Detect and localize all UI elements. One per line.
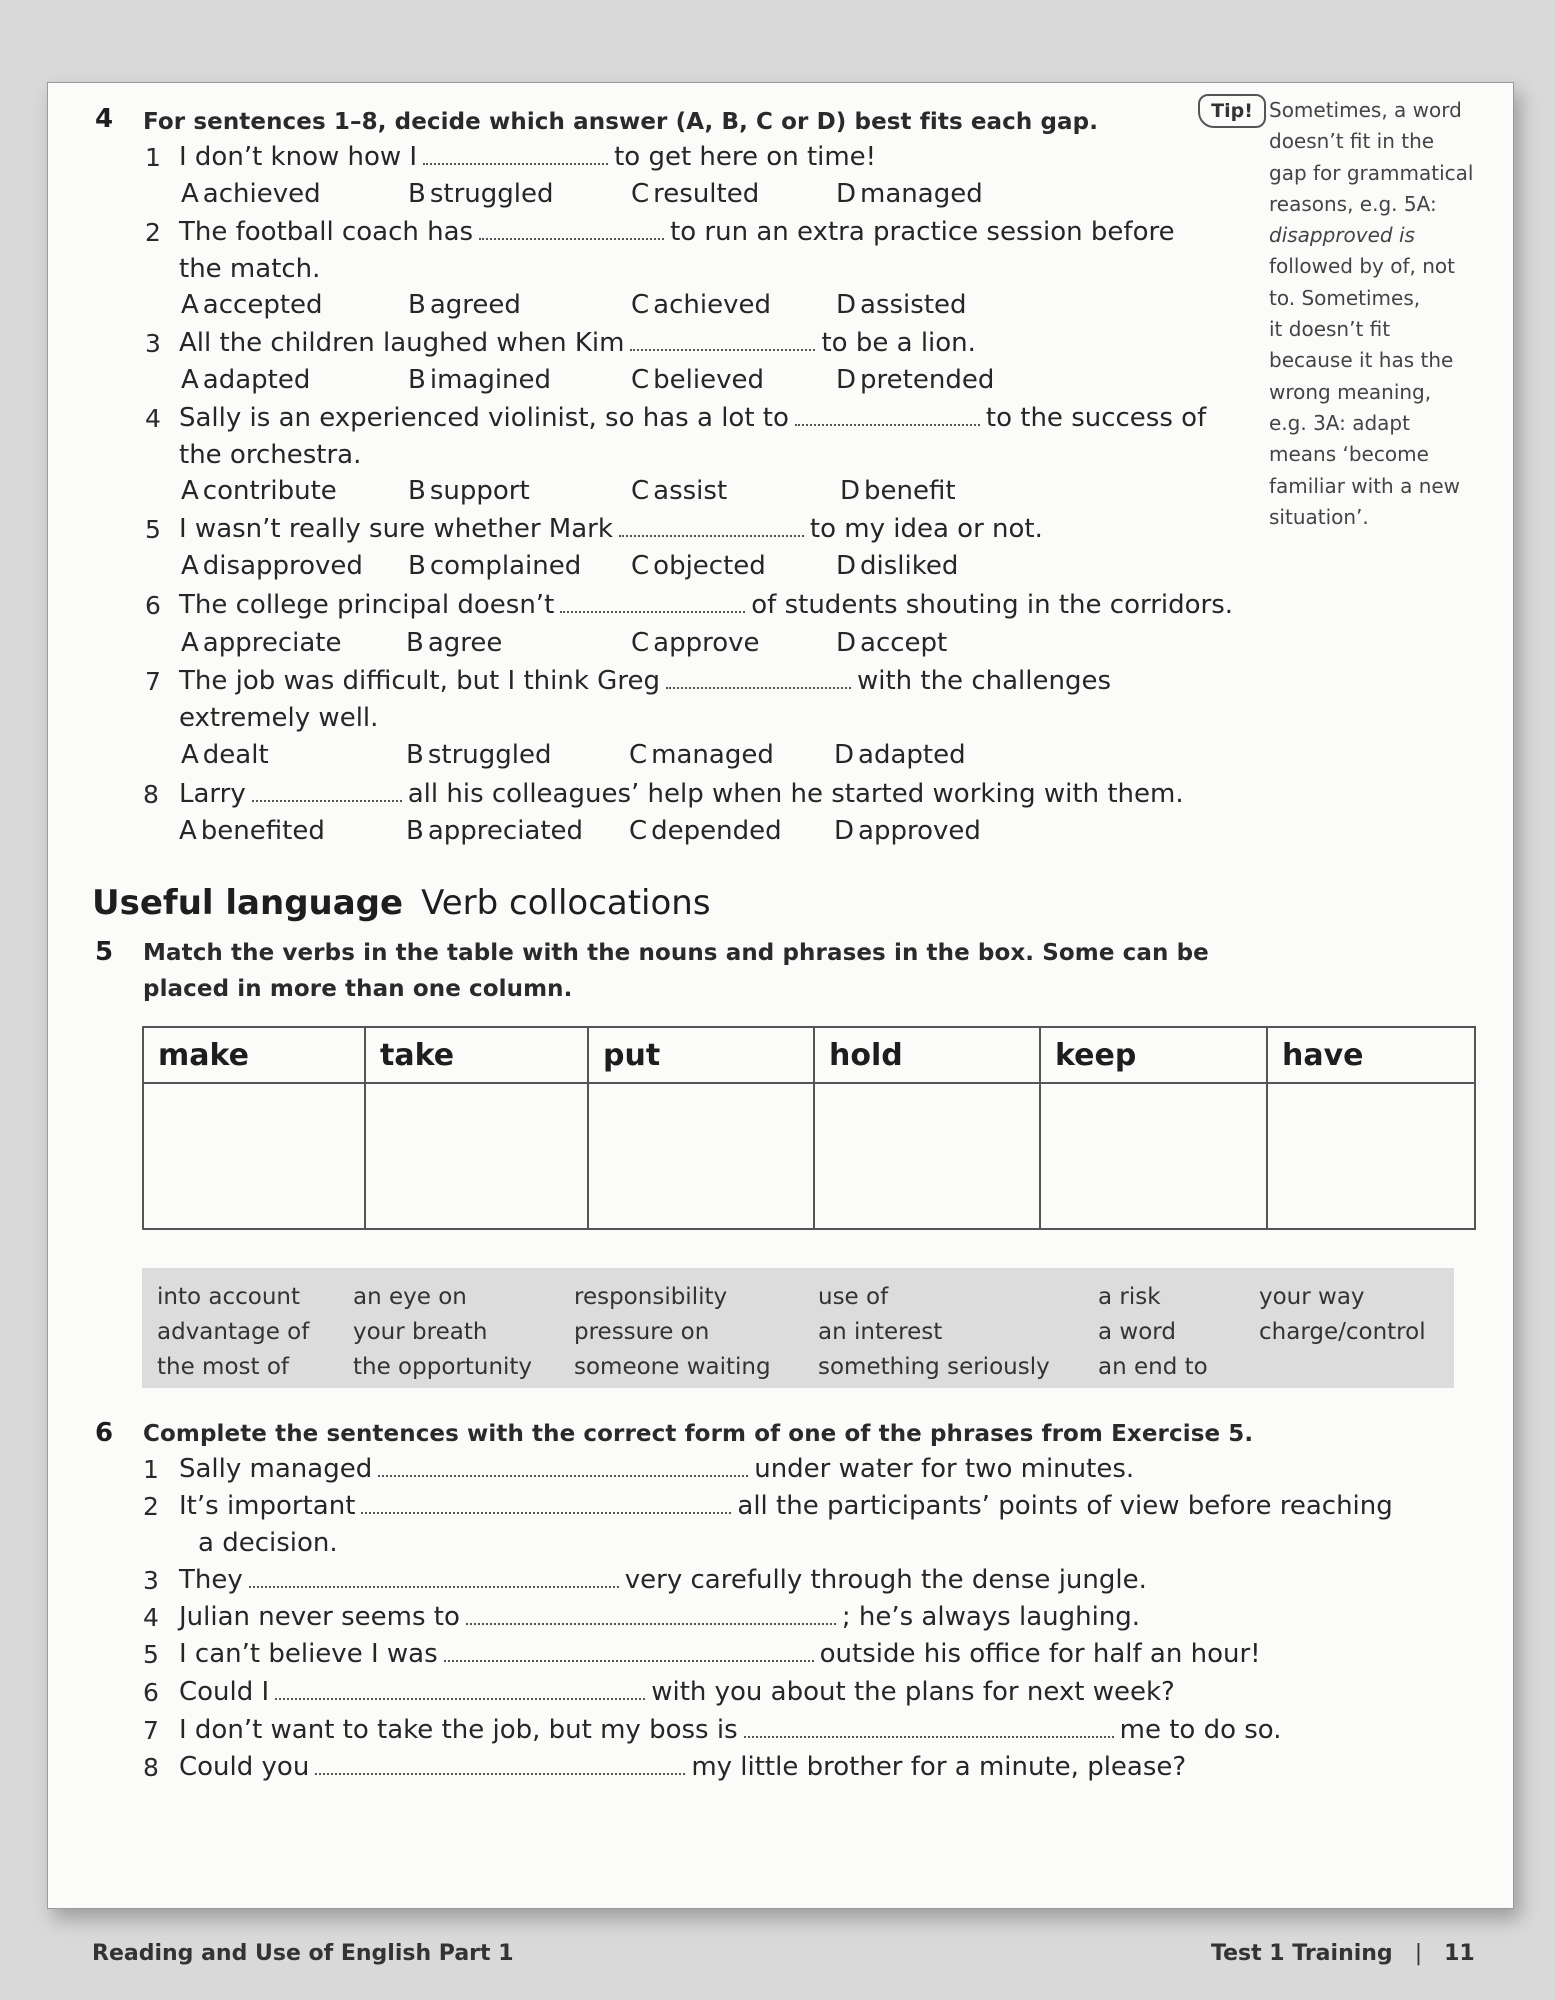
- phrase-column: a risk a word an end to: [1098, 1284, 1208, 1380]
- section-heading: [92, 883, 711, 923]
- option-c[interactable]: C managed: [629, 740, 774, 770]
- phrase-column: an eye on your breath the opportunity: [353, 1284, 533, 1380]
- option-b[interactable]: B agree: [406, 628, 503, 658]
- answer-cell[interactable]: [588, 1083, 814, 1229]
- option-d[interactable]: D benefit: [840, 476, 956, 506]
- option-c[interactable]: C objected: [631, 551, 766, 581]
- answer-gap[interactable]: [361, 1498, 731, 1514]
- answer-cell[interactable]: [143, 1083, 365, 1229]
- question-text-continued: extremely well.: [179, 703, 379, 733]
- option-a[interactable]: A benefited: [179, 816, 325, 846]
- option-d[interactable]: D assisted: [836, 290, 967, 320]
- collocation-table: [142, 1026, 1476, 1230]
- option-c[interactable]: C depended: [629, 816, 782, 846]
- option-d[interactable]: D approved: [834, 816, 981, 846]
- exercise-5-instruction-line-1: Match the verbs in the table with the nouns and phrases in the box. Some can be: [143, 940, 1209, 966]
- sentence-number: 3: [143, 1566, 159, 1595]
- answer-gap[interactable]: [744, 1722, 1114, 1738]
- sentence-text-continued: a decision.: [198, 1528, 338, 1558]
- option-d[interactable]: D adapted: [834, 740, 966, 770]
- option-a[interactable]: A disapproved: [181, 551, 363, 581]
- phrase-column: use of an interest something seriously: [818, 1284, 1050, 1380]
- sentence-text: Could I with you about the plans for next week?: [179, 1677, 1175, 1707]
- exercise-4-number: 4: [95, 104, 114, 134]
- answer-gap[interactable]: [444, 1646, 814, 1662]
- question-text: All the children laughed when Kim to be a lion.: [179, 328, 976, 358]
- option-c[interactable]: C approve: [631, 628, 760, 658]
- option-a[interactable]: A contribute: [181, 476, 337, 506]
- option-c[interactable]: C believed: [631, 365, 764, 395]
- tip-text: Sometimes, a word doesn’t fit in the gap for grammatical reasons, e.g. 5A: disapproved is followed by of, not to. Sometimes, it doesn’t fit because it has the wrong meaning, e.g. 3A: adapt means ‘become familiar with a new situation’.: [1269, 98, 1474, 529]
- option-b[interactable]: B agreed: [408, 290, 521, 320]
- sentence-number: 6: [143, 1678, 159, 1707]
- option-a[interactable]: A adapted: [181, 365, 311, 395]
- option-d[interactable]: D disliked: [836, 551, 959, 581]
- sentence-number: 2: [143, 1492, 159, 1521]
- option-d[interactable]: D pretended: [836, 365, 995, 395]
- footer-right: [1211, 1941, 1475, 1966]
- question-number: 4: [145, 404, 161, 433]
- column-header: put: [588, 1027, 814, 1083]
- sentence-text: They very carefully through the dense jungle.: [179, 1565, 1147, 1595]
- option-b[interactable]: B struggled: [408, 179, 554, 209]
- option-d[interactable]: D managed: [836, 179, 983, 209]
- option-b[interactable]: B struggled: [406, 740, 552, 770]
- sentence-number: 4: [143, 1603, 159, 1632]
- sentence-text: Julian never seems to ; he’s always laughing.: [179, 1602, 1141, 1632]
- answer-cell[interactable]: [1040, 1083, 1267, 1229]
- sentence-number: 7: [143, 1716, 159, 1745]
- answer-gap[interactable]: [466, 1609, 836, 1625]
- phrase-box: [142, 1268, 1454, 1388]
- question-number: 5: [145, 515, 161, 544]
- option-a[interactable]: A achieved: [181, 179, 321, 209]
- question-number: 3: [145, 329, 161, 358]
- option-b[interactable]: B appreciated: [406, 816, 584, 846]
- question-text: The college principal doesn’t of students shouting in the corridors.: [179, 590, 1234, 620]
- section-heading-bold: Useful language: [92, 883, 404, 923]
- question-text: I don’t know how I to get here on time!: [179, 142, 877, 172]
- phrase-column: your way charge/control: [1259, 1284, 1426, 1345]
- answer-gap[interactable]: [630, 335, 815, 351]
- sentence-text: I don’t want to take the job, but my boss is me to do so.: [179, 1715, 1282, 1745]
- answer-gap[interactable]: [560, 597, 745, 613]
- answer-cell[interactable]: [814, 1083, 1040, 1229]
- option-d[interactable]: D accept: [836, 628, 948, 658]
- column-header: hold: [814, 1027, 1040, 1083]
- tip-badge: Tip!: [1198, 94, 1266, 128]
- answer-gap[interactable]: [619, 521, 804, 537]
- option-a[interactable]: A appreciate: [181, 628, 342, 658]
- exercise-5-instruction-line-2: placed in more than one column.: [143, 976, 573, 1002]
- column-header: take: [365, 1027, 588, 1083]
- option-b[interactable]: B imagined: [408, 365, 552, 395]
- column-header: make: [143, 1027, 365, 1083]
- sentence-number: 1: [143, 1455, 159, 1484]
- answer-gap[interactable]: [315, 1759, 685, 1775]
- question-text: The football coach has to run an extra practice session before: [179, 217, 1175, 247]
- answer-cell[interactable]: [1267, 1083, 1475, 1229]
- exercise-5-number: 5: [95, 937, 114, 967]
- answer-gap[interactable]: [275, 1684, 645, 1700]
- answer-gap[interactable]: [252, 786, 402, 802]
- question-text: I wasn’t really sure whether Mark to my idea or not.: [179, 514, 1043, 544]
- question-number: 2: [145, 218, 161, 247]
- phrase-column: responsibility pressure on someone waiting: [574, 1284, 771, 1380]
- sentence-text: Could you my little brother for a minute, please?: [179, 1752, 1187, 1782]
- question-number: 8: [143, 780, 159, 809]
- question-number: 6: [145, 591, 161, 620]
- exercise-6-instruction: Complete the sentences with the correct form of one of the phrases from Exercise 5.: [143, 1421, 1254, 1447]
- option-c[interactable]: C resulted: [631, 179, 760, 209]
- answer-gap[interactable]: [249, 1572, 619, 1588]
- sentence-number: 8: [143, 1753, 159, 1782]
- answer-gap[interactable]: [795, 410, 980, 426]
- question-number: 7: [145, 667, 161, 696]
- exercise-6-number: 6: [95, 1418, 114, 1448]
- footer-divider: |: [1414, 1941, 1423, 1966]
- question-text-continued: the match.: [179, 254, 321, 284]
- answer-cell[interactable]: [365, 1083, 588, 1229]
- exercise-4-instruction: For sentences 1–8, decide which answer (A, B, C or D) best fits each gap.: [143, 109, 1099, 135]
- question-number: 1: [145, 143, 161, 172]
- page-number: 11: [1444, 1941, 1475, 1966]
- option-a[interactable]: A accepted: [181, 290, 323, 320]
- question-text: Sally is an experienced violinist, so has a lot to to the success of: [179, 403, 1207, 433]
- option-a[interactable]: A dealt: [181, 740, 269, 770]
- sentence-text: I can’t believe I was outside his office for half an hour!: [179, 1639, 1261, 1669]
- option-c[interactable]: C assist: [631, 476, 728, 506]
- sentence-text: Sally managed under water for two minutes.: [179, 1454, 1135, 1484]
- answer-gap[interactable]: [666, 673, 851, 689]
- answer-gap[interactable]: [378, 1461, 748, 1477]
- sentence-number: 5: [143, 1640, 159, 1669]
- option-b[interactable]: B complained: [408, 551, 582, 581]
- question-text: The job was difficult, but I think Greg with the challenges: [179, 666, 1111, 696]
- footer-section-title: Reading and Use of English Part 1: [92, 1941, 514, 1966]
- option-b[interactable]: B support: [408, 476, 530, 506]
- question-text-continued: the orchestra.: [179, 440, 362, 470]
- option-c[interactable]: C achieved: [631, 290, 771, 320]
- question-text: Larry all his colleagues’ help when he started working with them.: [179, 779, 1184, 809]
- section-heading-subtitle: Verb collocations: [421, 883, 711, 923]
- answer-gap[interactable]: [423, 149, 608, 165]
- column-header: have: [1267, 1027, 1475, 1083]
- footer-test-label: Test 1 Training: [1211, 1941, 1393, 1966]
- column-header: keep: [1040, 1027, 1267, 1083]
- phrase-column: into account advantage of the most of: [157, 1284, 310, 1380]
- answer-gap[interactable]: [479, 224, 664, 240]
- sentence-text: It’s important all the participants’ points of view before reaching: [179, 1491, 1393, 1521]
